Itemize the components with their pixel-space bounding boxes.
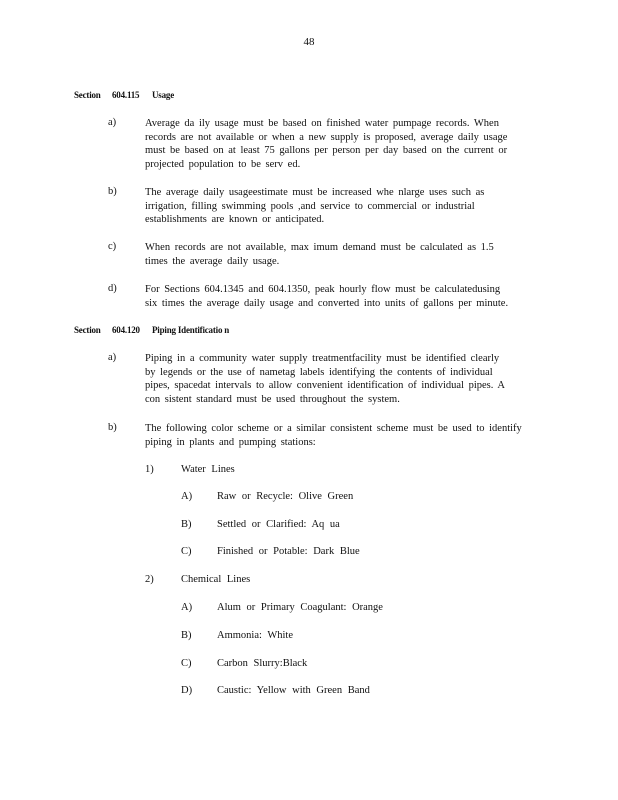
paragraph-line: establishments are known or anticipated.	[145, 214, 325, 225]
paragraph-increased-usage	[145, 186, 540, 227]
paragraph-piping-identification	[145, 352, 540, 406]
item-marker: a)	[108, 352, 117, 363]
paragraph-maximum-demand	[145, 241, 540, 268]
list-marker: A)	[181, 602, 193, 613]
paragraph-line: con sistent standard must be used throughout the system.	[145, 393, 400, 405]
list-item: Raw or Recycle: Olive Green	[217, 491, 354, 502]
paragraph-line: six times the average daily usage and converted into units of gallons per minute.	[145, 297, 509, 309]
section-number: 604.120	[112, 325, 140, 335]
section-label: Section	[74, 325, 101, 335]
paragraph-line: piping in plants and pumping stations:	[145, 436, 316, 448]
item-marker: c)	[108, 241, 117, 252]
section-heading-604-120	[74, 325, 229, 335]
list-marker: 1)	[145, 464, 154, 475]
list-item: Finished or Potable: Dark Blue	[217, 546, 360, 557]
paragraph-line: times the average daily usage.	[145, 255, 280, 267]
item-marker: b)	[108, 422, 117, 433]
paragraph-line: When records are not available, max imum demand must be calculated as 1.5	[145, 242, 494, 253]
item-marker: d)	[108, 283, 117, 294]
list-marker: B)	[181, 519, 192, 530]
paragraph-peak-hourly-flow	[145, 283, 540, 310]
paragraph-line: projected population to be serv ed.	[145, 158, 301, 170]
page-number: 48	[303, 36, 315, 48]
list-marker: A)	[181, 491, 193, 502]
list-item: Settled or Clarified: Aq ua	[217, 519, 340, 530]
list-marker: B)	[181, 630, 192, 641]
paragraph-line: The following color scheme or a similar consistent scheme must be used to identify	[145, 423, 522, 434]
list-item: Carbon Slurry:Black	[217, 658, 308, 669]
list-item: Alum or Primary Coagulant: Orange	[217, 602, 383, 613]
section-heading-604-115	[74, 90, 174, 100]
paragraph-line: by legends or the use of nametag labels identifying the contents of individual	[145, 366, 493, 378]
list-heading-water-lines: Water Lines	[181, 464, 235, 475]
paragraph-line: For Sections 604.1345 and 604.1350, peak hourly flow must be calculatedusing	[145, 284, 501, 295]
paragraph-line: must be based on at least 75 gallons per person per day based on the current or	[145, 145, 508, 156]
paragraph-line: Average da ily usage must be based on finished water pumpage records. When	[145, 118, 499, 129]
section-title: Piping Identificatio n	[152, 325, 230, 335]
section-number: 604.115	[112, 90, 140, 100]
item-marker: b)	[108, 186, 117, 197]
list-item: Caustic: Yellow with Green Band	[217, 685, 370, 696]
list-marker: C)	[181, 658, 192, 669]
item-marker: a)	[108, 117, 117, 128]
paragraph-line: records are not available or when a new supply is proposed, average daily usage	[145, 131, 508, 143]
section-title: Usage	[152, 90, 174, 100]
paragraph-line: Piping in a community water supply treatmentfacility must be identified clearly	[145, 353, 500, 364]
section-label: Section	[74, 90, 101, 100]
list-marker: 2)	[145, 574, 154, 585]
list-marker: D)	[181, 685, 193, 696]
paragraph-color-scheme	[145, 422, 540, 449]
paragraph-line: pipes, spacedat intervals to allow convenient identification of individual pipes. A	[145, 380, 505, 391]
list-marker: C)	[181, 546, 192, 557]
paragraph-average-daily-usage	[145, 117, 540, 171]
paragraph-line: irrigation, filling swimming pools ,and service to commercial or industrial	[145, 200, 475, 212]
list-heading-chemical-lines: Chemical Lines	[181, 574, 251, 585]
paragraph-line: The average daily usageestimate must be increased whe nlarge uses such as	[145, 187, 485, 198]
list-item: Ammonia: White	[217, 630, 294, 641]
